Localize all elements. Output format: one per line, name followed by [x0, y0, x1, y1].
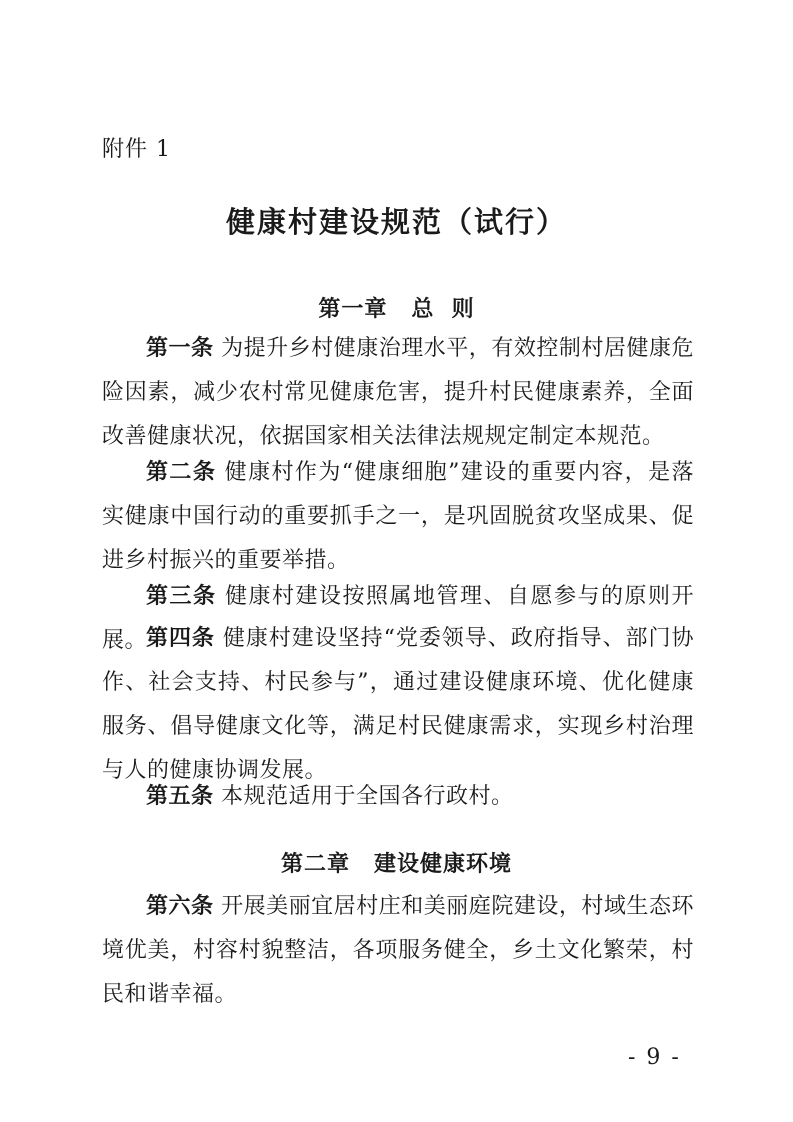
article-text: 健康村建设坚持“党委领导、政府指导、部门协作、社会支持、村民参与”，通过建设健康环境、优化健康服务、倡导健康文化等，满足村民健康需求，实现乡村治理与人的健康协调发展。: [102, 626, 694, 783]
article-label: 第六条: [146, 894, 214, 919]
article-label: 第四条: [146, 626, 215, 651]
attachment-label: 附件 1: [102, 137, 171, 162]
chapter-heading-1: [0, 292, 793, 323]
page-number: - 9 -: [628, 1045, 681, 1070]
article-text: 为提升乡村健康治理水平，有效控制村居健康危险因素，减少农村常见健康危害，提升村民健康素养，全面改善健康状况，依据国家相关法律法规规定制定本规范。: [102, 336, 694, 449]
article-label: 第三条: [146, 584, 217, 609]
article-label: 第一条: [146, 336, 214, 361]
chapter-title: 建设健康环境: [374, 852, 513, 877]
article-6: [102, 885, 694, 1017]
article-4: [102, 617, 694, 793]
chapter-heading-2: [0, 847, 793, 878]
chapter-number: 第二章: [280, 852, 350, 877]
chapter-title: 总 则: [411, 297, 475, 322]
document-title: 健康村建设规范（试行）: [225, 205, 567, 239]
article-5: [102, 775, 694, 819]
article-text: 本规范适用于全国各行政村。: [221, 784, 514, 809]
article-label: 第五条: [146, 784, 214, 809]
chapter-number: 第一章: [318, 297, 388, 322]
article-text: 健康村作为“健康细胞”建设的重要内容，是落实健康中国行动的重要抓手之一，是巩固脱贫攻坚成果、促进乡村振兴的重要举措。: [102, 460, 694, 573]
article-1: [102, 327, 694, 459]
article-label: 第二条: [146, 460, 217, 485]
article-text: 健康村建设按照属地管理、自愿参与的原则开展。: [102, 584, 694, 653]
article-text: 开展美丽宜居村庄和美丽庭院建设，村域生态环境优美，村容村貌整洁，各项服务健全，乡土文化繁荣，村民和谐幸福。: [102, 894, 694, 1007]
article-2: [102, 451, 694, 583]
